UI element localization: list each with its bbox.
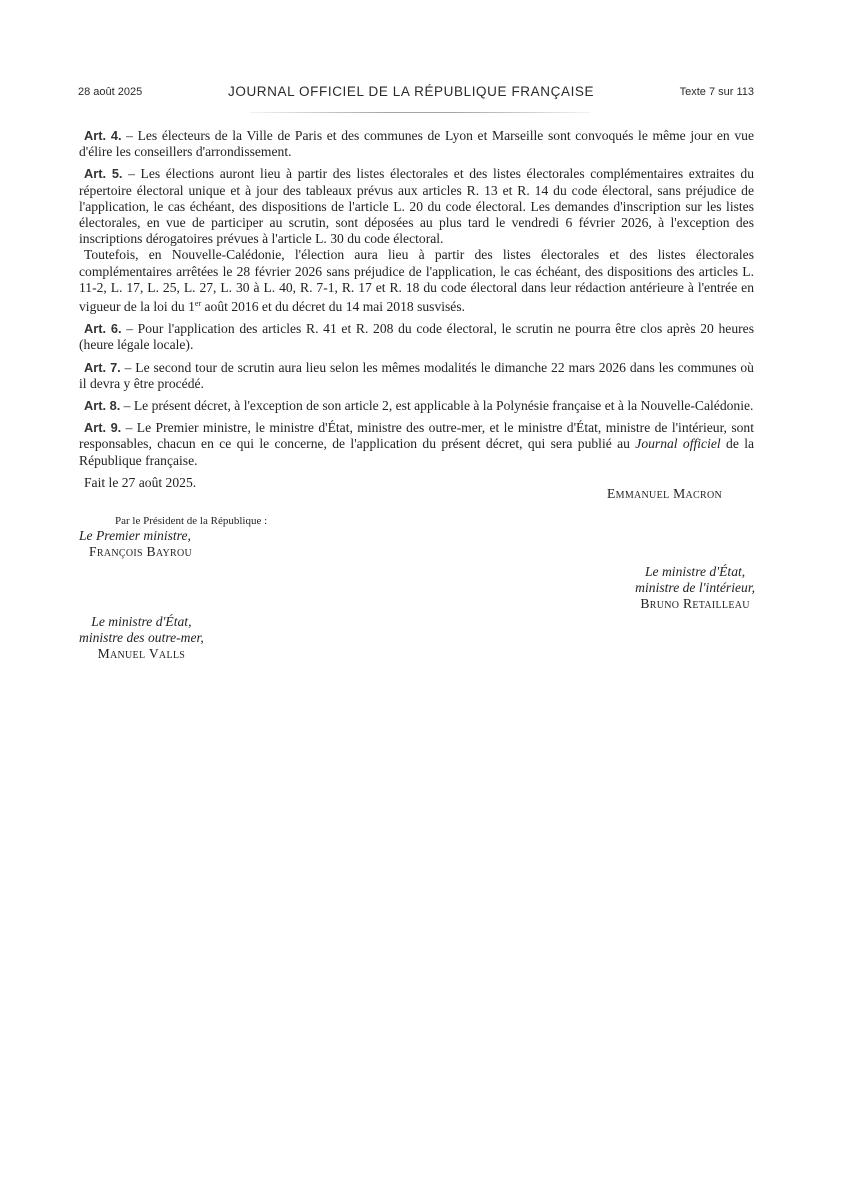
article-label: Art. 5. <box>84 166 123 182</box>
signature-ministre-interieur <box>635 564 755 612</box>
article-text: – Pour l'application des articles R. 41 et R. 208 du code électoral, le scrutin ne pourra être clos après 20 heures (heure légale locale). <box>79 321 754 353</box>
paragraph-text: août 2016 et du décret du 14 mai 2018 susvisés. <box>201 299 466 315</box>
outremer-name: Manuel Valls <box>97 646 186 661</box>
pm-title: Le Premier ministre, <box>79 528 191 543</box>
interieur-title-2: ministre de l'intérieur, <box>635 580 755 595</box>
paragraph-nouvelle-caledonie <box>79 247 754 315</box>
article-text: – Le second tour de scrutin aura lieu selon les mêmes modalités le dimanche 22 mars 2026 dans les communes où il devra y être procédé. <box>79 359 754 391</box>
article-5 <box>79 166 754 247</box>
article-6 <box>79 321 754 353</box>
article-label: Art. 8. <box>84 398 121 414</box>
interieur-title-1: Le ministre d'État, <box>644 564 746 579</box>
paragraph-text: Toutefois, en Nouvelle-Calédonie, l'élection aura lieu à partir des listes électorales et des listes électorales complémentaires arrêtées le 28 février 2026 sans préjudice de l'application, le cas échéant, des dispositions des articles L. 11-2, L. 17, L. 25, L. 27, L. 30 à L. 40, R. 7-1, R. 17 et R. 18 du code électoral dans leur rédaction antérieure à l'entrée en vigueur de la loi du 1 <box>79 247 754 315</box>
signature-premier-ministre <box>79 528 192 560</box>
article-9 <box>79 420 754 469</box>
fait-date: Fait le 27 août 2025. <box>84 474 197 490</box>
par-le-president: Par le Président de la République : <box>115 515 268 527</box>
header-rule <box>250 112 590 113</box>
article-label: Art. 7. <box>84 359 121 375</box>
superscript: er <box>194 299 202 309</box>
article-text: – Les électeurs de la Ville de Paris et des communes de Lyon et Marseille sont convoqués le même jour en vue d'élire les conseillers d'arrondissement. <box>79 128 754 160</box>
page-counter: Texte 7 sur 113 <box>679 86 754 98</box>
outremer-title-1: Le ministre d'État, <box>91 614 192 629</box>
interieur-name: Bruno Retailleau <box>640 596 750 611</box>
journal-officiel-italic: Journal officiel <box>635 436 721 452</box>
article-label: Art. 9. <box>84 420 122 436</box>
article-4 <box>79 128 754 160</box>
decree-body <box>79 128 754 497</box>
pm-name: François Bayrou <box>89 544 193 559</box>
article-label: Art. 4. <box>84 128 122 143</box>
article-text: – Le Premier ministre, le ministre d'État, ministre des outre-mer, et le ministre d'État, ministre de l'intérieur, sont responsables, chacun en ce qui le concerne, de l'application du présent décret, qui sera publié au <box>79 420 754 452</box>
article-8 <box>79 398 754 414</box>
article-text: – Le présent décret, à l'exception de son article 2, est applicable à la Polynésie française et à la Nouvelle-Calédonie. <box>120 398 754 414</box>
journal-title: JOURNAL OFFICIEL DE LA RÉPUBLIQUE FRANÇAISE <box>228 84 595 99</box>
signature-ministre-outre-mer <box>79 614 204 662</box>
article-text: – Les élections auront lieu à partir des listes électorales et des listes électorales complémentaires extraites du répertoire électoral unique et à jour des tableaux prévus aux articles R. 13 et R. 14 du code électoral, sans préjudice de l'application, le cas échéant, des dispositions de l'article L. 20 du code électoral. Les demandes d'inscription sur les listes électorales, en vue de participer au scrutin, sont déposées au plus tard le vendredi 6 février 2026, à l'exception des inscriptions dérogatoires prévues à l'article L. 30 du code électoral. <box>79 166 754 247</box>
article-label: Art. 6. <box>84 321 122 337</box>
signature-president: Emmanuel Macron <box>607 486 722 501</box>
outremer-title-2: ministre des outre-mer, <box>79 630 204 645</box>
article-text: de la République française. <box>79 436 755 468</box>
article-7 <box>79 360 754 392</box>
header-date: 28 août 2025 <box>78 86 143 98</box>
